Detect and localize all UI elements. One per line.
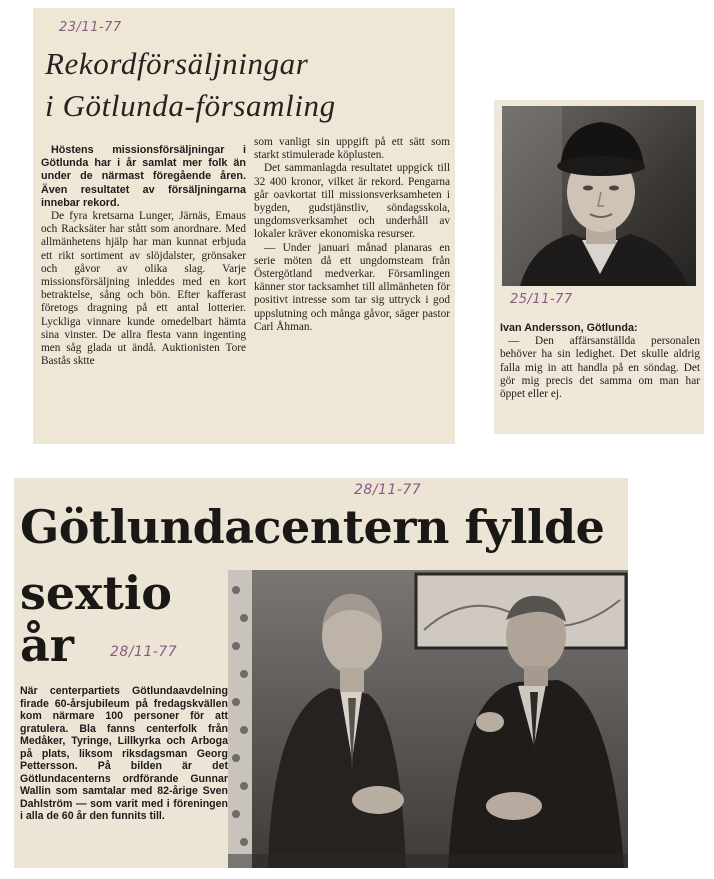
headline-line-2: sextio	[20, 566, 172, 620]
body-paragraph: som vanligt sin uppgift på ett sätt som starkt stimulerade köplusten.	[254, 136, 450, 162]
headline-line-1: Rekordförsäljningar	[45, 46, 309, 81]
article-gotlundacentern	[14, 478, 628, 868]
headline-line-2: i Götlunda-församling	[45, 88, 336, 123]
lead-paragraph: Höstens missionsförsäljningar i Götlunda har i år samlat mer folk än under de närmast föregående åren. Även resultatet av försäljningarna innebar rekord.	[41, 144, 246, 209]
portrait-photo	[502, 106, 696, 286]
caption	[500, 322, 700, 401]
body-paragraph: Det sammanlagda resultatet uppgick till 32 400 kronor, vilket är rekord. Pengarna går oavkortat till missionsverksamheten i bygden, gudstjänstliv, söndagsskola, ungdomsverksamhet och underhåll av lokaler kräver ekonomiska resurser.	[254, 162, 450, 241]
portrait-image	[502, 106, 696, 286]
handwritten-date: 28/11-77	[110, 644, 178, 660]
handwritten-date: 23/11-77	[59, 20, 122, 35]
article-ivan-andersson	[494, 100, 704, 434]
article-column-1	[41, 144, 246, 368]
article-body: När centerpartiets Götlundaavdelning firade 60-årsjubileum på fredagskvällen kom närmare 100 personer för att gratulera. Bla fanns centerfolk från Medåker, Tyringe, Lillkyrka och Arboga på plats, liksom riksdagsman Georg Pettersson. På bilden är det Götlundacenterns ordförande Gunnar Wallin som samtalar med 82-årige Sven Dahlström — som varit med i föreningen i alla de 60 år den funnits till.	[20, 685, 228, 822]
article-column-2	[254, 136, 450, 334]
body-paragraph: — Under januari månad planaras en serie möten då ett ungdomsteam från Östergötland medverkar. Församlingen känner stor tacksamhet till allmänheten för positivt intresse som tar sig uttryck i god uppslutning och många gåvor, säger pastor Carl Åhman.	[254, 241, 450, 333]
person-name: Ivan Andersson, Götlunda:	[500, 322, 638, 334]
news-photo-image	[228, 570, 628, 868]
handwritten-date: 28/11-77	[354, 482, 422, 498]
headline-line-3: år	[20, 618, 75, 672]
body-paragraph: De fyra kretsarna Lunger, Järnäs, Emaus och Racksäter har stått som anordnare. Med allmänhetens hjälp har man kunnat erbjuda ett rikt sortiment av slöjdalster, grönsaker och gåvor av olika slag. Varje missionsförsäljning inleddes med en kort betraktelse, sång och bön. Efter kafferast företogs dragning på ett antal lotterier. Lyckliga vinnare kunde omedelbart hämta sina vinster. De allra flesta vann ingenting men såg glada ut ändå. Auktionisten Tore Bastås sktte	[41, 210, 246, 368]
handwritten-date: 25/11-77	[510, 292, 573, 307]
quote-text: — Den affärsanställda personalen behöver ha sin ledighet. Det skulle aldrig falla mig in att handla på en söndag. Det gör mig precis det samma om man har öppet eller ej.	[500, 335, 700, 401]
article-rekordforsaljningar	[33, 8, 455, 444]
news-photo	[228, 570, 628, 868]
headline-line-1: Götlundacentern fyllde	[20, 500, 605, 554]
